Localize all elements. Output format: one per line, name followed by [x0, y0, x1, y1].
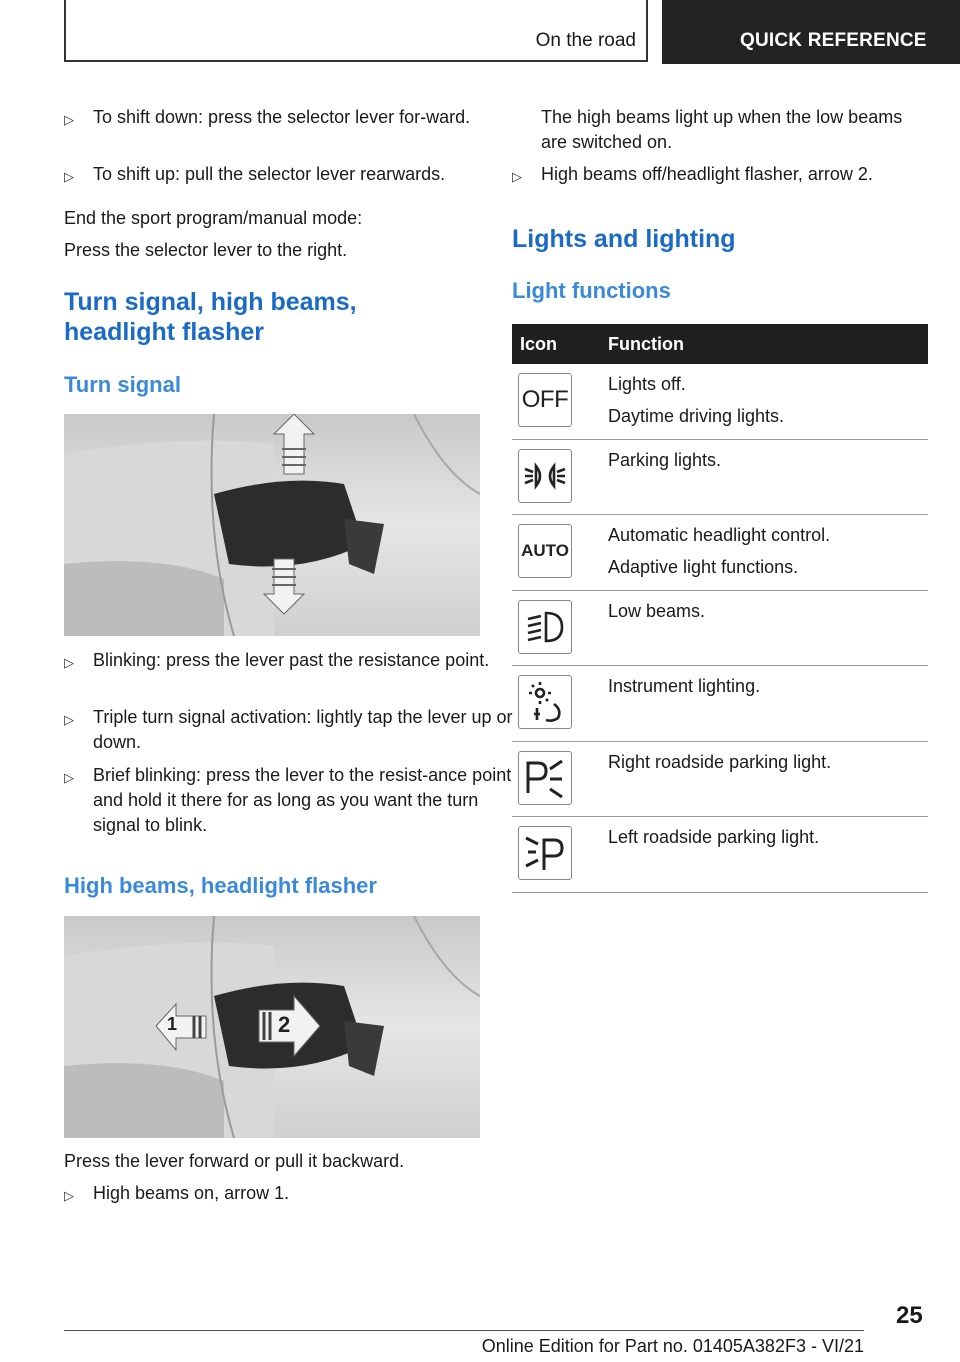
bullet-text: To shift down: press the selector lever for-ward. [93, 107, 471, 127]
function-text: Instrument lighting. [608, 676, 761, 696]
function-cell [608, 523, 924, 587]
table-row [512, 666, 928, 742]
function-text: Right roadside parking light. [608, 751, 832, 772]
function-cell [608, 448, 924, 480]
left-roadside-parking-icon [518, 826, 572, 880]
triangle-bullet-icon: ▷ [64, 770, 74, 785]
bullet-shift-down [64, 105, 493, 130]
figure-turn-signal-lever [64, 414, 480, 636]
triangle-bullet-icon: ▷ [64, 1188, 74, 1203]
bullet-brief-blinking [64, 763, 513, 838]
function-text: Low beams. [608, 600, 706, 621]
header-section-title: On the road [535, 30, 636, 51]
footer-divider [64, 1330, 864, 1331]
parking-lights-icon [518, 449, 572, 503]
paragraph-press-right: Press the selector lever to the right. [64, 240, 348, 260]
function-text: Adaptive light functions. [608, 557, 799, 577]
column-header-icon: Icon [520, 334, 558, 354]
heading-line: headlight flasher [64, 318, 265, 346]
page-number: 25 [896, 1302, 923, 1329]
footer-edition: Online Edition for Part no. 01405A382F3 - VI/21 [481, 1336, 864, 1356]
paragraph-end-sport: End the sport program/manual mode: [64, 208, 363, 228]
function-cell [608, 599, 924, 631]
bullet-triple-turn [64, 705, 513, 755]
function-cell [608, 825, 924, 857]
right-roadside-parking-icon [518, 751, 572, 805]
triangle-bullet-icon: ▷ [64, 169, 74, 184]
function-cell [608, 674, 924, 706]
figure-high-beams-lever [64, 916, 480, 1138]
paragraph-high-beams-light-up: The high beams light up when the low beams are switched on. [541, 107, 903, 152]
bullet-text: High beams on, arrow 1. [93, 1183, 290, 1203]
function-text: Lights off. [608, 374, 686, 394]
header-tab-quick-reference[interactable]: QUICK REFERENCE [662, 0, 960, 64]
heading-lights-and-lighting: Lights and lighting [512, 225, 736, 253]
bullet-text: High beams off/headlight flasher, arrow 2. [541, 164, 873, 184]
function-text: Left roadside parking light. [608, 827, 820, 847]
bullet-blinking [64, 648, 513, 673]
function-cell [608, 750, 924, 782]
function-text: Daytime driving lights. [608, 406, 785, 426]
bullet-high-beams-off [512, 162, 960, 187]
column-header-function: Function [608, 334, 684, 354]
bullet-text: Blinking: press the lever past the resistance point. [93, 650, 490, 670]
subheading-light-functions: Light functions [512, 278, 671, 303]
table-row [512, 742, 928, 818]
turn-signal-lever-illustration [64, 414, 480, 636]
triangle-bullet-icon: ▷ [64, 712, 74, 727]
bullet-text: To shift up: pull the selector lever rearwards. [93, 164, 446, 184]
function-text: Parking lights. [608, 449, 722, 470]
auto-icon: AUTO [518, 524, 572, 578]
table-row [512, 515, 928, 591]
low-beams-icon [518, 600, 572, 654]
bullet-high-beams-on [64, 1181, 513, 1206]
triangle-bullet-icon: ▷ [64, 655, 74, 670]
heading-turn-signal-high-beams [64, 287, 484, 347]
subheading-high-beams: High beams, headlight flasher [64, 873, 377, 898]
off-icon: OFF [518, 373, 572, 427]
bullet-text: Brief blinking: press the lever to the resist-ance point and hold it there for as long as you want the turn signal to blink. [93, 765, 512, 835]
instrument-lighting-icon [518, 675, 572, 729]
table-header [512, 324, 928, 364]
function-text: Automatic headlight control. [608, 525, 831, 545]
arrow-label-2: 2 [278, 1012, 291, 1037]
paragraph-press-lever: Press the lever forward or pull it backward. [64, 1151, 405, 1171]
subheading-turn-signal: Turn signal [64, 372, 181, 397]
table-row [512, 817, 928, 893]
high-beams-lever-illustration [64, 916, 480, 1138]
table-row [512, 440, 928, 516]
bullet-shift-up [64, 162, 513, 187]
triangle-bullet-icon: ▷ [512, 169, 522, 184]
arrow-label-1: 1 [167, 1014, 178, 1034]
bullet-text: Triple turn signal activation: lightly tap the lever up or down. [93, 707, 513, 752]
table-row [512, 364, 928, 440]
heading-line: Turn signal, high beams, [64, 288, 357, 316]
triangle-bullet-icon: ▷ [64, 112, 74, 127]
function-cell [608, 372, 924, 436]
table-row [512, 591, 928, 667]
